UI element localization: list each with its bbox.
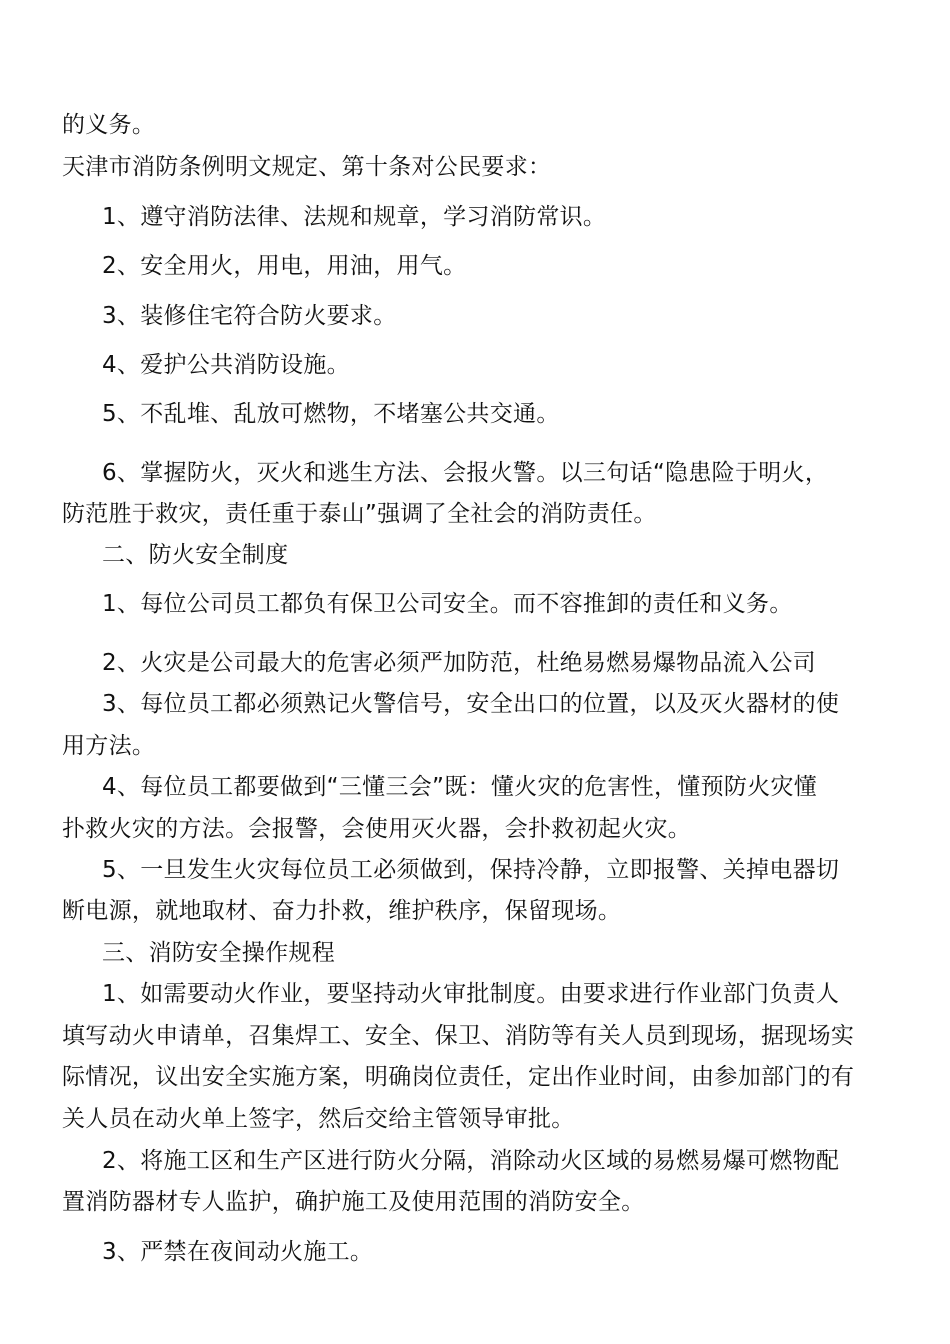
text-line: 用方法。 [62,733,156,759]
list-item: 1、遵守消防法律、法规和规章，学习消防常识。 [102,204,607,230]
list-item: 2、将施工区和生产区进行防火分隔，消除动火区域的易燃易爆可燃物配 [102,1148,840,1174]
text-line: 防范胜于救灾，责任重于泰山”强调了全社会的消防责任。 [62,501,657,527]
list-item: 3、严禁在夜间动火施工。 [102,1239,374,1265]
list-item: 2、火灾是公司最大的危害必须严加防范，杜绝易燃易爆物品流入公司 [102,650,816,676]
text-line: 天津市消防条例明文规定、第十条对公民要求： [62,154,552,180]
list-item: 5、一旦发生火灾每位员工必须做到，保持冷静，立即报警、关掉电器切 [102,857,840,883]
text-line: 关人员在动火单上签字，然后交给主管领导审批。 [62,1106,575,1132]
section-heading: 二、防火安全制度 [102,542,289,568]
list-item: 5、不乱堆、乱放可燃物，不堵塞公共交通。 [102,401,560,427]
list-item: 2、安全用火，用电，用油，用气。 [102,253,467,279]
text-line: 断电源，就地取材、奋力扑救，维护秩序，保留现场。 [62,898,622,924]
list-item: 3、装修住宅符合防火要求。 [102,303,397,329]
list-item: 3、每位员工都必须熟记火警信号，安全出口的位置，以及灭火器材的使 [102,691,840,717]
list-item: 4、爱护公共消防设施。 [102,352,350,378]
list-item: 6、掌握防火，灭火和逃生方法、会报火警。以三句话“隐患险于明火， [102,460,829,486]
list-item: 1、如需要动火作业，要坚持动火审批制度。由要求进行作业部门负责人 [102,981,840,1007]
text-line: 的义务。 [62,112,156,138]
list-item: 1、每位公司员工都负有保卫公司安全。而不容推卸的责任和义务。 [102,591,793,617]
list-item: 4、每位员工都要做到“三懂三会”既：懂火灾的危害性，懂预防火灾懂 [102,774,818,800]
text-line: 际情况，议出安全实施方案，明确岗位责任，定出作业时间，由参加部门的有 [62,1064,855,1090]
text-line: 扑救火灾的方法。会报警，会使用灭火器，会扑救初起火灾。 [62,816,692,842]
section-heading: 三、消防安全操作规程 [102,940,335,966]
text-line: 填写动火申请单，召集焊工、安全、保卫、消防等有关人员到现场，据现场实 [62,1023,855,1049]
text-line: 置消防器材专人监护，确护施工及使用范围的消防安全。 [62,1189,645,1215]
